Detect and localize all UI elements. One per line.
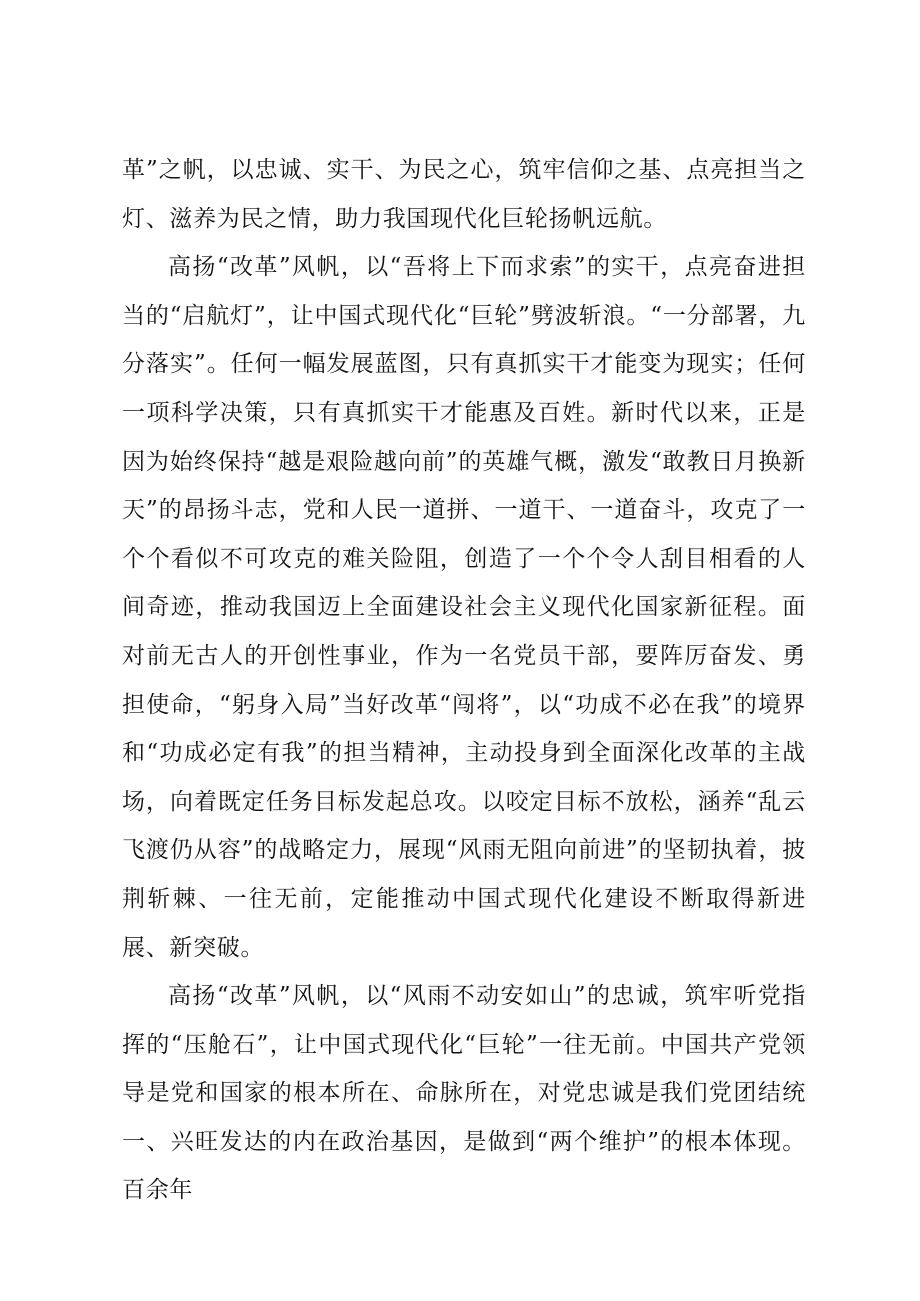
- paragraph-reform-loyalty: 高扬“改革”风帆，以“风雨不动安如山”的忠诚，筑牢听党指挥的“压舱石”，让中国式现代化“巨轮”一往无前。中国共产党领导是党和国家的根本所在、命脉所在，对党忠诚是我们党团结统一、兴旺发达的内在政治基因，是做到“两个维护”的根本体现。百余年: [122, 983, 806, 1204]
- paragraph-continuation: 革”之帆，以忠诚、实干、为民之心，筑牢信仰之基、点亮担当之灯、滋养为民之情，助力我国现代化巨轮扬帆远航。: [122, 157, 806, 232]
- document-body: [122, 146, 806, 1215]
- paragraph-reform-practical-work: 高扬“改革”风帆，以“吾将上下而求索”的实干，点亮奋进担当的“启航灯”，让中国式现代化“巨轮”劈波斩浪。“一分部署，九分落实”。任何一幅发展蓝图，只有真抓实干才能变为现实；任何一项科学决策，只有真抓实干才能惠及百姓。新时代以来，正是因为始终保持“越是艰险越向前”的英雄气概，激发“敢教日月换新天”的昂扬斗志，党和人民一道拼、一道干、一道奋斗，攻克了一个个看似不可攻克的难关险阻，创造了一个个令人刮目相看的人间奇迹，推动我国迈上全面建设社会主义现代化国家新征程。面对前无古人的开创性事业，作为一名党员干部，要阵厉奋发、勇担使命，“躬身入局”当好改革“闯将”，以“功成不必在我”的境界和“功成必定有我”的担当精神，主动投身到全面深化改革的主战场，向着既定任务目标发起总攻。以咬定目标不放松，涵养“乱云飞渡仍从容”的战略定力，展现“风雨无阻向前进”的坚韧执着，披荆斩棘、一往无前，定能推动中国式现代化建设不断取得新进展、新突破。: [122, 254, 806, 961]
